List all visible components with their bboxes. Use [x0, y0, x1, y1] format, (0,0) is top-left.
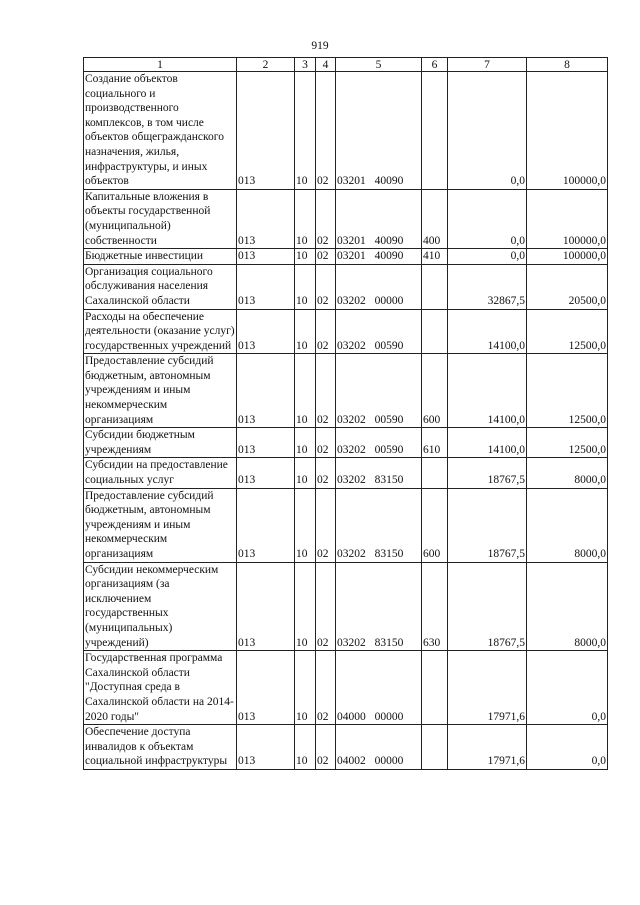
amount-col7: 18767,5 [448, 562, 527, 651]
amount-col8: 12500,0 [527, 354, 608, 428]
page-number: 919 [311, 40, 329, 52]
expense-type-code [422, 651, 448, 725]
target-article-code: 04002 00000 [336, 725, 422, 770]
expense-type-code [422, 458, 448, 488]
ministry-code: 013 [237, 458, 295, 488]
ministry-code: 013 [237, 249, 295, 265]
expense-type-code: 630 [422, 562, 448, 651]
target-article-code: 03202 83150 [336, 488, 422, 562]
subsection-code: 02 [316, 309, 336, 354]
section-code: 10 [295, 428, 316, 458]
amount-col7: 17971,6 [448, 725, 527, 770]
subsection-code: 02 [316, 354, 336, 428]
subsection-code: 02 [316, 264, 336, 309]
amount-col8: 12500,0 [527, 428, 608, 458]
table-row [84, 725, 608, 770]
expense-type-code: 610 [422, 428, 448, 458]
subsection-code: 02 [316, 189, 336, 248]
amount-col8: 8000,0 [527, 488, 608, 562]
section-code: 10 [295, 354, 316, 428]
table-row [84, 189, 608, 248]
subsection-code: 02 [316, 458, 336, 488]
table-row [84, 309, 608, 354]
target-article-code: 03202 83150 [336, 562, 422, 651]
table-row [84, 488, 608, 562]
amount-col8: 8000,0 [527, 562, 608, 651]
expense-type-code [422, 72, 448, 190]
ministry-code: 013 [237, 72, 295, 190]
section-code: 10 [295, 458, 316, 488]
row-name: Бюджетные инвестиции [84, 249, 237, 265]
subsection-code: 02 [316, 428, 336, 458]
ministry-code: 013 [237, 725, 295, 770]
row-name: Капитальные вложения в объекты государственной (муниципальной) собственности [84, 189, 237, 248]
subsection-code: 02 [316, 562, 336, 651]
expense-type-code: 400 [422, 189, 448, 248]
amount-col7: 14100,0 [448, 354, 527, 428]
subsection-code: 02 [316, 488, 336, 562]
section-code: 10 [295, 309, 316, 354]
amount-col8: 0,0 [527, 651, 608, 725]
table-row [84, 264, 608, 309]
column-header: 4 [316, 58, 336, 72]
header-row [84, 58, 608, 72]
ministry-code: 013 [237, 264, 295, 309]
expense-type-code [422, 725, 448, 770]
table-row [84, 458, 608, 488]
section-code: 10 [295, 725, 316, 770]
amount-col7: 18767,5 [448, 458, 527, 488]
row-name: Предоставление субсидий бюджетным, автономным учреждениям и иным некоммерческим организациям [84, 488, 237, 562]
section-code: 10 [295, 189, 316, 248]
ministry-code: 013 [237, 309, 295, 354]
amount-col7: 0,0 [448, 249, 527, 265]
amount-col7: 0,0 [448, 189, 527, 248]
ministry-code: 013 [237, 354, 295, 428]
amount-col8: 100000,0 [527, 189, 608, 248]
expense-type-code: 600 [422, 488, 448, 562]
table-row [84, 72, 608, 190]
expense-type-code [422, 264, 448, 309]
expense-type-code: 410 [422, 249, 448, 265]
amount-col7: 0,0 [448, 72, 527, 190]
target-article-code: 03201 40090 [336, 72, 422, 190]
row-name: Государственная программа Сахалинской области "Доступная среда в Сахалинской области на 2014-2020 годы" [84, 651, 237, 725]
budget-table [83, 57, 608, 770]
amount-col7: 32867,5 [448, 264, 527, 309]
expense-type-code: 600 [422, 354, 448, 428]
target-article-code: 03201 40090 [336, 249, 422, 265]
ministry-code: 013 [237, 562, 295, 651]
target-article-code: 03202 00590 [336, 309, 422, 354]
table-body [84, 72, 608, 770]
row-name: Субсидии некоммерческим организациям (за исключением государственных (муниципальных) учреждений) [84, 562, 237, 651]
subsection-code: 02 [316, 72, 336, 190]
target-article-code: 03202 00000 [336, 264, 422, 309]
column-header: 5 [336, 58, 422, 72]
row-name: Создание объектов социального и производственного комплексов, в том числе объектов общегражданского назначения, жилья, инфраструктуры, и иных объектов [84, 72, 237, 190]
table-row [84, 249, 608, 265]
column-header: 1 [84, 58, 237, 72]
amount-col8: 100000,0 [527, 249, 608, 265]
table-row [84, 562, 608, 651]
row-name: Организация социального обслуживания населения Сахалинской области [84, 264, 237, 309]
column-header: 6 [422, 58, 448, 72]
subsection-code: 02 [316, 249, 336, 265]
amount-col7: 17971,6 [448, 651, 527, 725]
row-name: Обеспечение доступа инвалидов к объектам социальной инфраструктуры [84, 725, 237, 770]
section-code: 10 [295, 72, 316, 190]
ministry-code: 013 [237, 651, 295, 725]
section-code: 10 [295, 488, 316, 562]
amount-col8: 100000,0 [527, 72, 608, 190]
ministry-code: 013 [237, 189, 295, 248]
table-row [84, 651, 608, 725]
subsection-code: 02 [316, 725, 336, 770]
section-code: 10 [295, 264, 316, 309]
section-code: 10 [295, 562, 316, 651]
row-name: Расходы на обеспечение деятельности (оказание услуг) государственных учреждений [84, 309, 237, 354]
target-article-code: 03202 00590 [336, 428, 422, 458]
row-name: Субсидии на предоставление социальных услуг [84, 458, 237, 488]
amount-col8: 8000,0 [527, 458, 608, 488]
amount-col7: 14100,0 [448, 309, 527, 354]
amount-col8: 12500,0 [527, 309, 608, 354]
amount-col8: 20500,0 [527, 264, 608, 309]
column-header: 2 [237, 58, 295, 72]
row-name: Предоставление субсидий бюджетным, автономным учреждениям и иным некоммерческим организациям [84, 354, 237, 428]
expense-type-code [422, 309, 448, 354]
target-article-code: 03202 00590 [336, 354, 422, 428]
amount-col7: 18767,5 [448, 488, 527, 562]
column-header: 3 [295, 58, 316, 72]
table-row [84, 354, 608, 428]
ministry-code: 013 [237, 428, 295, 458]
target-article-code: 04000 00000 [336, 651, 422, 725]
ministry-code: 013 [237, 488, 295, 562]
row-name: Субсидии бюджетным учреждениям [84, 428, 237, 458]
amount-col7: 14100,0 [448, 428, 527, 458]
target-article-code: 03201 40090 [336, 189, 422, 248]
target-article-code: 03202 83150 [336, 458, 422, 488]
amount-col8: 0,0 [527, 725, 608, 770]
column-header: 8 [527, 58, 608, 72]
subsection-code: 02 [316, 651, 336, 725]
column-header: 7 [448, 58, 527, 72]
section-code: 10 [295, 249, 316, 265]
table-row [84, 428, 608, 458]
section-code: 10 [295, 651, 316, 725]
